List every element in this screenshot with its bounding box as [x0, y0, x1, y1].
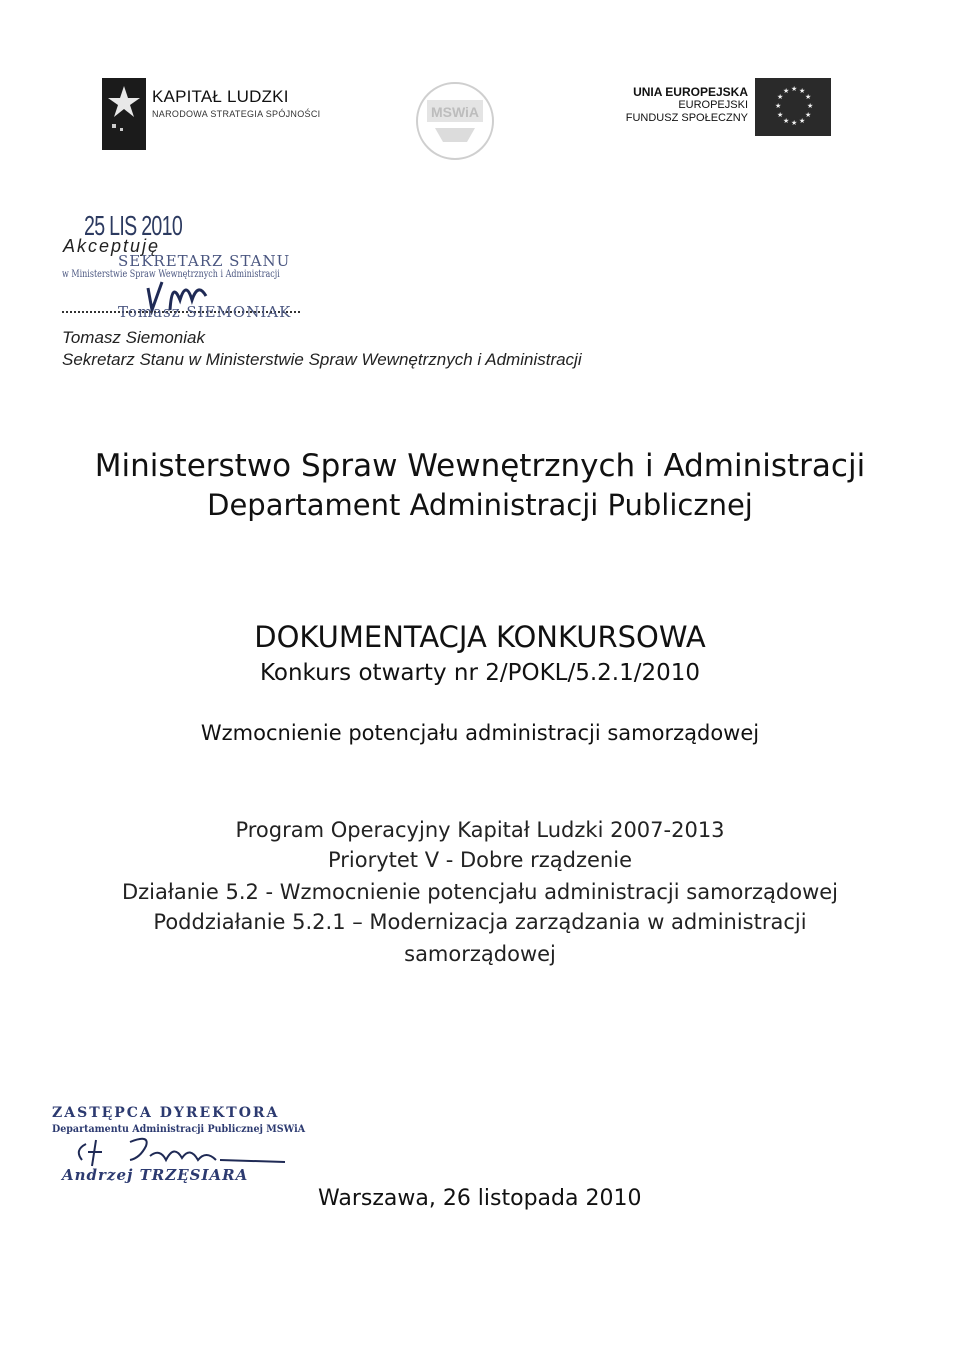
- signer-name: Tomasz Siemoniak: [62, 328, 205, 347]
- stamp-title: SEKRETARZ STANU: [118, 252, 291, 270]
- svg-text:★: ★: [799, 87, 806, 95]
- kapital-ludzki-logo: [102, 78, 146, 150]
- document-title: DOKUMENTACJA KONKURSOWA: [254, 620, 706, 654]
- deputy-director-stamp-title: ZASTĘPCA DYREKTORA: [52, 1105, 280, 1121]
- approval-label: Akceptuję: [63, 236, 161, 256]
- program-line: Program Operacyjny Kapitał Ludzki 2007-2013: [235, 818, 725, 842]
- ministry-heading: Ministerstwo Spraw Wewnętrznych i Administracji: [94, 448, 866, 484]
- deputy-director-stamp-department: Departamentu Administracji Publicznej MSWiA: [52, 1124, 306, 1135]
- svg-text:★: ★: [807, 102, 814, 110]
- svg-text:★: ★: [775, 102, 782, 110]
- stamp-ministry: w Ministerstwie Spraw Wewnętrznych i Administracji: [62, 269, 280, 280]
- svg-text:★: ★: [799, 117, 806, 125]
- contest-number: Konkurs otwarty nr 2/POKL/5.2.1/2010: [259, 660, 701, 686]
- svg-text:★: ★: [777, 93, 784, 101]
- place-and-date: Warszawa, 26 listopada 2010: [318, 1186, 642, 1211]
- eu-line-2: EUROPEJSKI: [678, 99, 748, 111]
- svg-text:★: ★: [791, 119, 798, 127]
- svg-text:★: ★: [777, 111, 784, 119]
- deputy-director-stamp-name: Andrzej TRZĘSIARA: [62, 1166, 249, 1184]
- contest-topic: Wzmocnienie potencjału administracji samorządowej: [200, 721, 760, 745]
- stamp-name: Tomasz SIEMONIAK: [118, 303, 292, 321]
- svg-text:★: ★: [783, 117, 790, 125]
- eu-flag-icon: [755, 78, 831, 136]
- svg-text:★: ★: [791, 85, 798, 93]
- subaction-line: Poddziałanie 5.2.1 – Modernizacja zarządzania w administracji: [153, 910, 807, 934]
- department-heading: Departament Administracji Publicznej: [207, 488, 753, 522]
- mswia-emblem: [405, 78, 505, 164]
- eu-line-1: UNIA EUROPEJSKA: [633, 85, 748, 99]
- svg-text:★: ★: [805, 111, 812, 119]
- svg-text:★: ★: [805, 93, 812, 101]
- action-line: Działanie 5.2 - Wzmocnienie potencjału administracji samorządowej: [121, 880, 839, 904]
- mswia-logo-text: MSWiA: [430, 104, 480, 120]
- kapital-ludzki-title: KAPITAŁ LUDZKI: [152, 87, 289, 106]
- subaction-line-continued: samorządowej: [404, 942, 556, 966]
- kapital-ludzki-subtitle: NARODOWA STRATEGIA SPÓJNOŚCI: [152, 109, 321, 119]
- eu-line-3: FUNDUSZ SPOŁECZNY: [625, 112, 748, 124]
- received-date-stamp: 25 LIS 2010: [84, 210, 183, 241]
- signer-title: Sekretarz Stanu w Ministerstwie Spraw Wewnętrznych i Administracji: [62, 350, 582, 369]
- eu-text: [626, 86, 748, 125]
- svg-text:★: ★: [783, 87, 790, 95]
- priority-line: Priorytet V - Dobre rządzenie: [327, 848, 632, 872]
